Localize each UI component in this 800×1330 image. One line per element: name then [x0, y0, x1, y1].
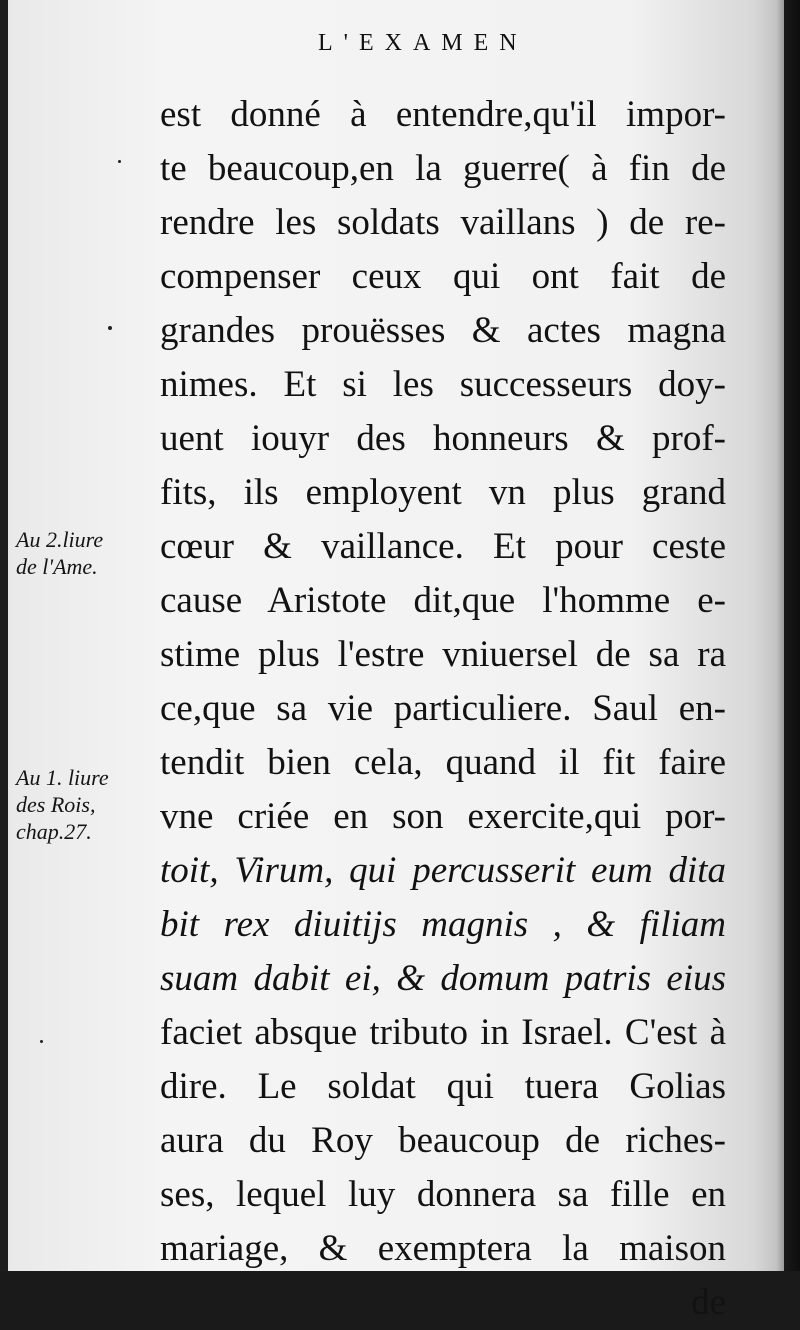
- body-text: [160, 88, 726, 1330]
- text-line-latin: suam dabit ei, & domum patris eius: [160, 958, 726, 999]
- text-line: stime plus l'estre vniuersel de sa ra: [160, 634, 726, 675]
- marginal-note-aristotle: [16, 526, 103, 580]
- text-line: grandes prouësses & actes magna: [160, 310, 726, 351]
- marginal-note-line: de l'Ame.: [16, 554, 98, 579]
- ink-speck: [40, 1040, 43, 1043]
- text-line: fits, ils employent vn plus grand: [160, 472, 726, 513]
- text-line: aura du Roy beaucoup de riches-: [160, 1120, 726, 1161]
- text-line: tendit bien cela, quand il fit faire: [160, 742, 726, 783]
- text-line: cause Aristote dit,que l'homme e-: [160, 580, 726, 621]
- marginal-note-line: des Rois,: [16, 792, 96, 817]
- text-line: cœur & vaillance. Et pour ceste: [160, 526, 726, 567]
- running-head: L'EXAMEN: [318, 30, 528, 56]
- text-line: uent iouyr des honneurs & prof-: [160, 418, 726, 459]
- marginal-note-line: Au 2.liure: [16, 527, 104, 552]
- ink-speck: [108, 326, 112, 330]
- text-line: faciet absque tributo in Israel. C'est à: [160, 1012, 726, 1053]
- marginal-note-line: chap.27.: [16, 819, 92, 844]
- text-line: nimes. Et si les successeurs doy-: [160, 364, 726, 405]
- page-edge-shadow: [776, 0, 800, 1271]
- ink-speck: [118, 160, 121, 163]
- text-line: ce,que sa vie particuliere. Saul en-: [160, 688, 726, 729]
- text-line: vne criée en son exercite,qui por-: [160, 796, 726, 837]
- text-line: mariage, & exemptera la maison: [160, 1228, 726, 1269]
- catchword: de: [691, 1282, 726, 1323]
- marginal-note-kings: [16, 764, 109, 845]
- text-line: compenser ceux qui ont fait de: [160, 256, 726, 297]
- text-line-latin: bit rex diuitijs magnis , & filiam: [160, 904, 726, 945]
- text-line: te beaucoup,en la guerre( à fin de: [160, 148, 726, 189]
- text-line: dire. Le soldat qui tuera Golias: [160, 1066, 726, 1107]
- text-line: rendre les soldats vaillans ) de re-: [160, 202, 726, 243]
- text-line-latin: toit, Virum, qui percusserit eum dita: [160, 850, 726, 891]
- text-line: ses, lequel luy donnera sa fille en: [160, 1174, 726, 1215]
- text-line: est donné à entendre,qu'il impor-: [160, 94, 726, 135]
- marginal-note-line: Au 1. liure: [16, 765, 109, 790]
